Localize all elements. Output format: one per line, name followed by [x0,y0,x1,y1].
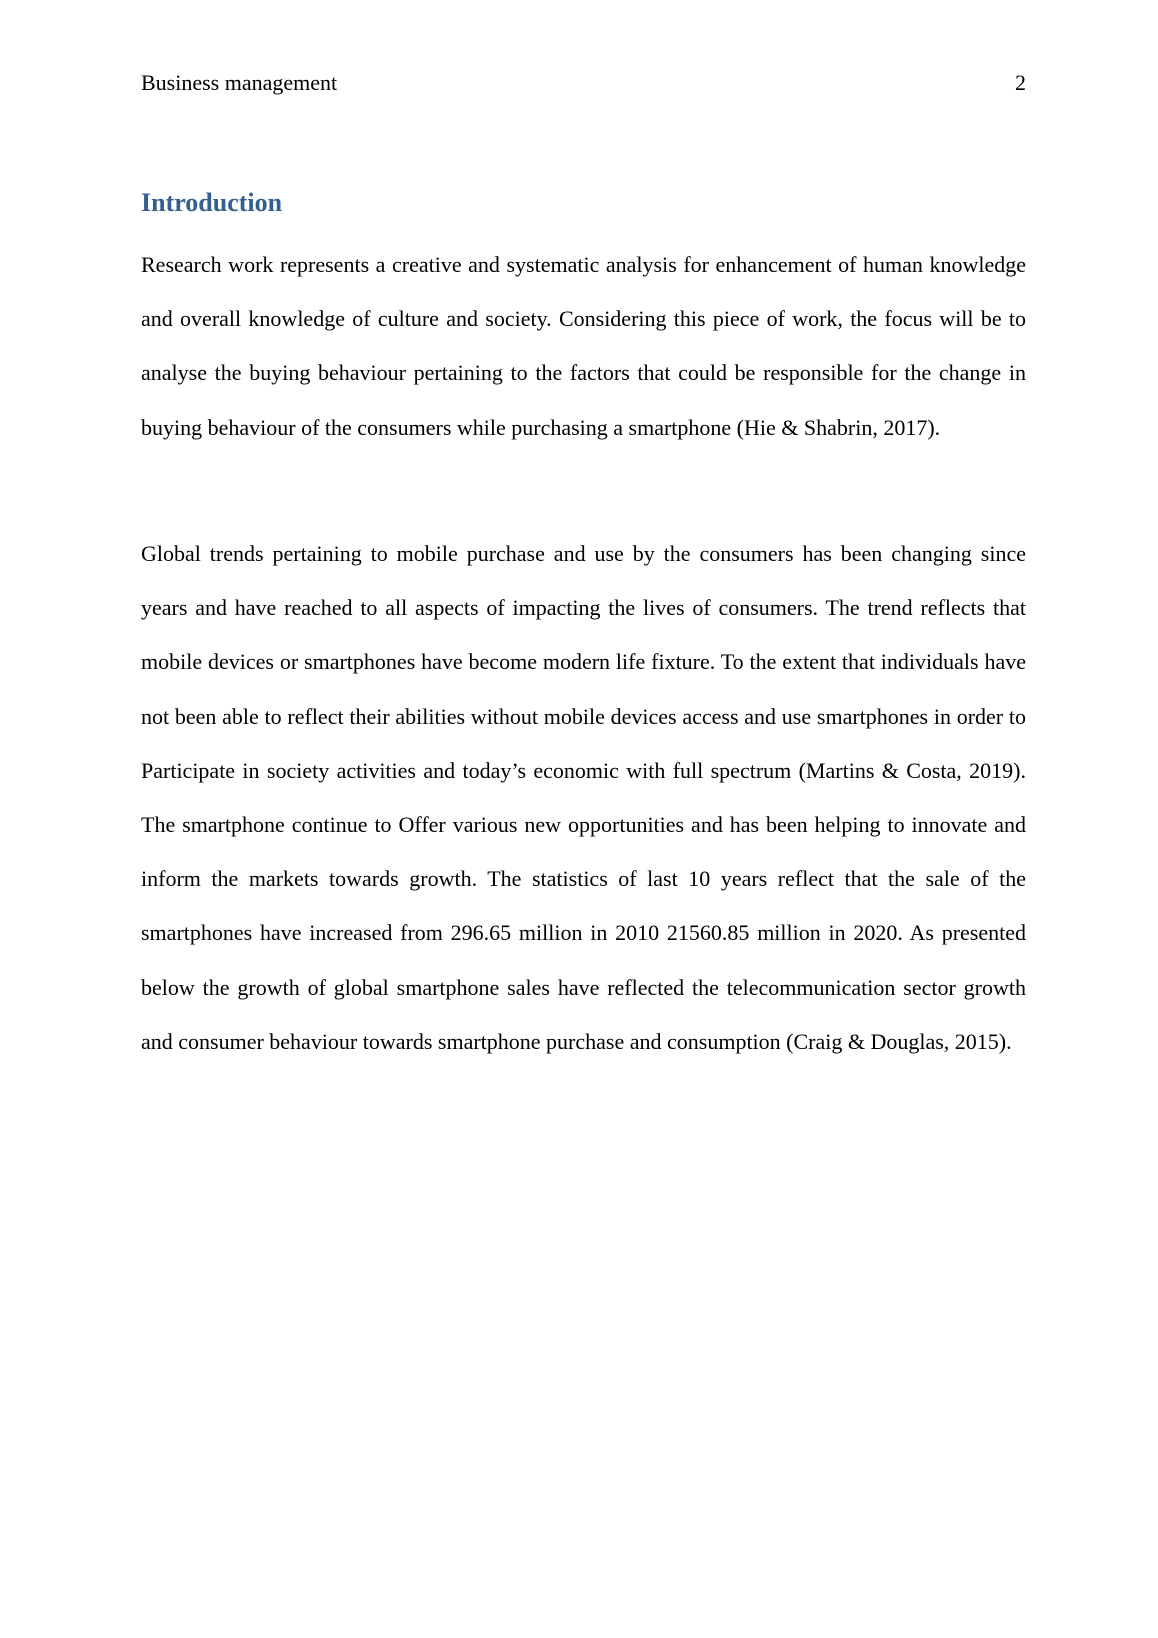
running-header [141,68,1026,98]
page-number: 2 [1015,70,1026,95]
section-heading: Introduction [141,188,283,217]
body-paragraph: Global trends pertaining to mobile purchase and use by the consumers has been changing since years and have reached to all aspects of impacting the lives of consumers. The trend reflects that mobile devices or smartphones have become modern life fixture. To the extent that individuals have not been able to reflect their abilities without mobile devices access and use smartphones in order to Participate in society activities and today’s economic with full spectrum (Martins & Costa, 2019). The smartphone continue to Offer various new opportunities and has been helping to innovate and inform the markets towards growth. The statistics of last 10 years reflect that the sale of the smartphones have increased from 296.65 million in 2010 21560.85 million in 2020. As presented below the growth of global smartphone sales have reflected the telecommunication sector growth and consumer behaviour towards smartphone purchase and consumption (Craig & Douglas, 2015). [141,541,1026,1054]
body-paragraph: Research work represents a creative and systematic analysis for enhancement of human knowledge and overall knowledge of culture and society. Considering this piece of work, the focus will be to analyse the buying behaviour pertaining to the factors that could be responsible for the change in buying behaviour of the consumers while purchasing a smartphone (Hie & Shabrin, 2017). [141,252,1026,440]
header-title: Business management [141,70,338,95]
